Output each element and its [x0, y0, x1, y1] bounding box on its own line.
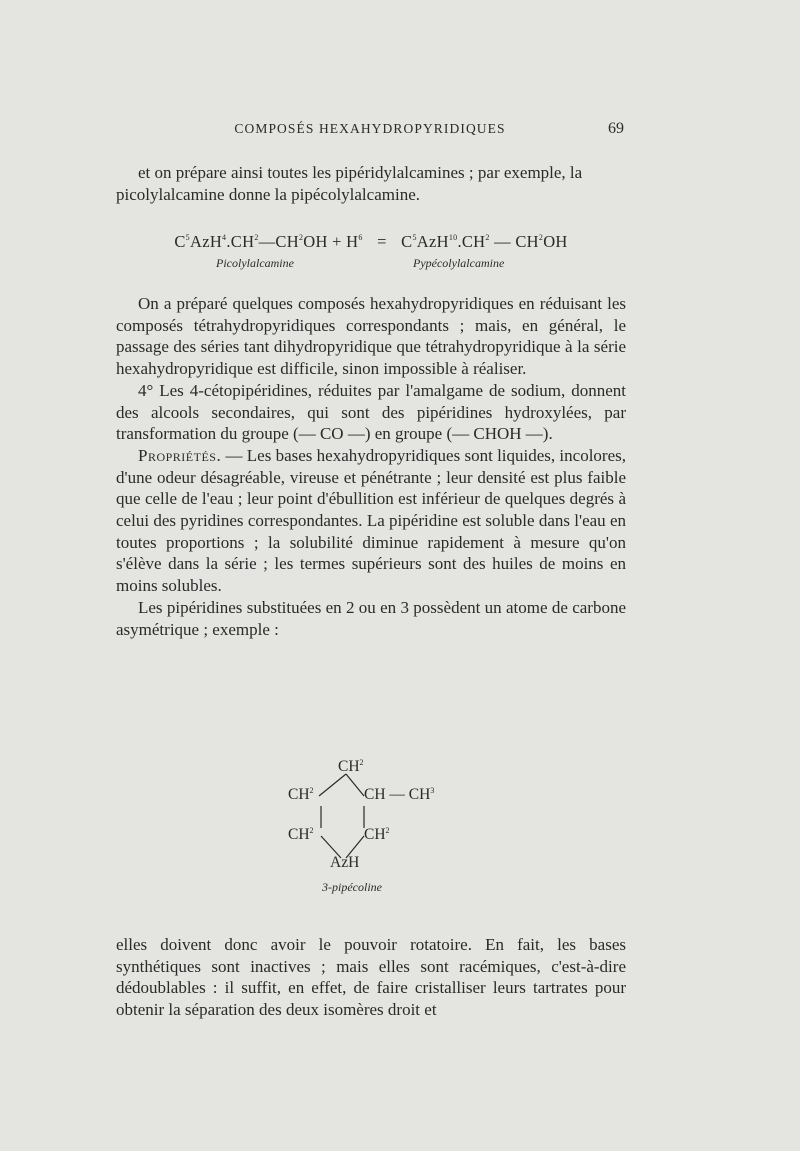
atom-right-upper — [364, 786, 434, 804]
atom-label: CH — [364, 826, 386, 843]
eq-part: — CH — [489, 232, 539, 251]
body-text — [116, 293, 626, 640]
chemical-equation — [116, 232, 626, 252]
atom-label: CH — CH — [364, 786, 431, 803]
caption-pypecolylalcamine: Pypécolylalcamine — [413, 256, 505, 270]
caption-picolylalcamine: Picolylalcamine — [216, 256, 294, 270]
bond-line — [319, 774, 346, 796]
eq-equals: = — [372, 232, 392, 251]
structure-caption: 3-pipécoline — [322, 880, 382, 894]
paragraph-cetopiperidines: 4° Les 4-cétopipéridines, réduites par l'amalgame de sodium, donnent des alcools secondaires, qui sont des pipéridines hydroxylées, par transformation du groupe (— CO —) en groupe (— CHOH —). — [116, 380, 626, 444]
paragraph-substituted: Les pipéridines substituées en 2 ou en 3 possèdent un atome de carbone asymétrique ; exemple : — [116, 597, 626, 639]
eq-part: C — [174, 232, 186, 251]
eq-sup: 5 — [185, 233, 190, 242]
eq-sup: 2 — [254, 233, 259, 242]
atom-label: CH — [288, 786, 310, 803]
eq-part: AzH — [189, 232, 223, 251]
eq-sup: 6 — [358, 233, 363, 242]
atom-left-lower — [288, 826, 314, 844]
eq-part: .CH — [226, 232, 255, 251]
atom-right-lower — [364, 826, 390, 844]
eq-part: C — [401, 232, 413, 251]
atom-sup: 2 — [309, 826, 314, 835]
atom-sup: 3 — [430, 786, 435, 795]
eq-sup: 2 — [538, 233, 544, 242]
eq-part: .CH — [457, 232, 486, 251]
atom-label: CH — [288, 826, 310, 843]
eq-sup: 2 — [485, 233, 490, 242]
section-heading-proprietes: Propriétés. — [138, 445, 222, 465]
intro-line-1: et on prépare ainsi toutes les pipéridylalcamines ; par exemple, la — [138, 163, 583, 182]
atom-sup: 2 — [359, 758, 364, 767]
bond-line — [346, 774, 364, 796]
atom-sup: 2 — [309, 786, 314, 795]
atom-sup: 2 — [385, 826, 390, 835]
intro-paragraph — [116, 162, 626, 205]
structural-formula-3-pipecoline — [276, 758, 446, 898]
eq-lhs — [174, 232, 362, 251]
eq-part: OH — [543, 232, 568, 251]
eq-part: —CH — [258, 232, 299, 251]
eq-part: OH + H — [303, 232, 359, 251]
eq-sup: 4 — [222, 233, 227, 242]
closing-paragraph — [116, 934, 626, 1021]
atom-label: CH — [338, 758, 360, 775]
paragraph-reduction: On a préparé quelques composés hexahydropyridiques en réduisant les composés tétrahydropyridiques correspondants ; mais, en général, le passage des séries tant dihydropyridique que tétrahydropyridique à la série hexahydropyridique est difficile, sinon impossible à réaliser. — [116, 294, 626, 379]
paragraph-rotatory: elles doivent donc avoir le pouvoir rotatoire. En fait, les bases synthétiques sont inactives ; mais elles sont racémiques, c'est-à-dire dédoublables : il suffit, en effet, de faire cristalliser leurs tartrates pour obtenir la séparation des deux isomères droit et — [116, 935, 626, 1020]
eq-part: AzH — [416, 232, 449, 251]
header-title: COMPOSÉS HEXAHYDROPYRIDIQUES — [234, 121, 506, 136]
eq-sup: 2 — [298, 233, 304, 242]
eq-sup: 5 — [412, 233, 417, 242]
running-header — [116, 121, 624, 137]
atom-left-upper — [288, 786, 314, 804]
eq-sup: 10 — [448, 233, 458, 242]
atom-top — [338, 758, 364, 776]
intro-line-2: picolylalcamine donne la pipécolylalcamine. — [116, 184, 420, 204]
paragraph-properties — [116, 445, 626, 597]
properties-text: — Les bases hexahydropyridiques sont liquides, incolores, d'une odeur désagréable, vireuse et pénétrante ; leur densité est plus faible que celle de l'eau ; leur point d'ébullition est inférieur de quelques degrés à celui des pyridines correspondantes. La pipéridine est soluble dans l'eau en toutes proportions ; la solubilité diminue rapidement à mesure qu'on s'élève dans la série ; les termes supérieurs sont des huiles de moins en moins solubles. — [116, 445, 626, 596]
page-number: 69 — [608, 120, 624, 137]
eq-rhs — [401, 232, 567, 251]
atom-bottom: AzH — [330, 854, 360, 871]
